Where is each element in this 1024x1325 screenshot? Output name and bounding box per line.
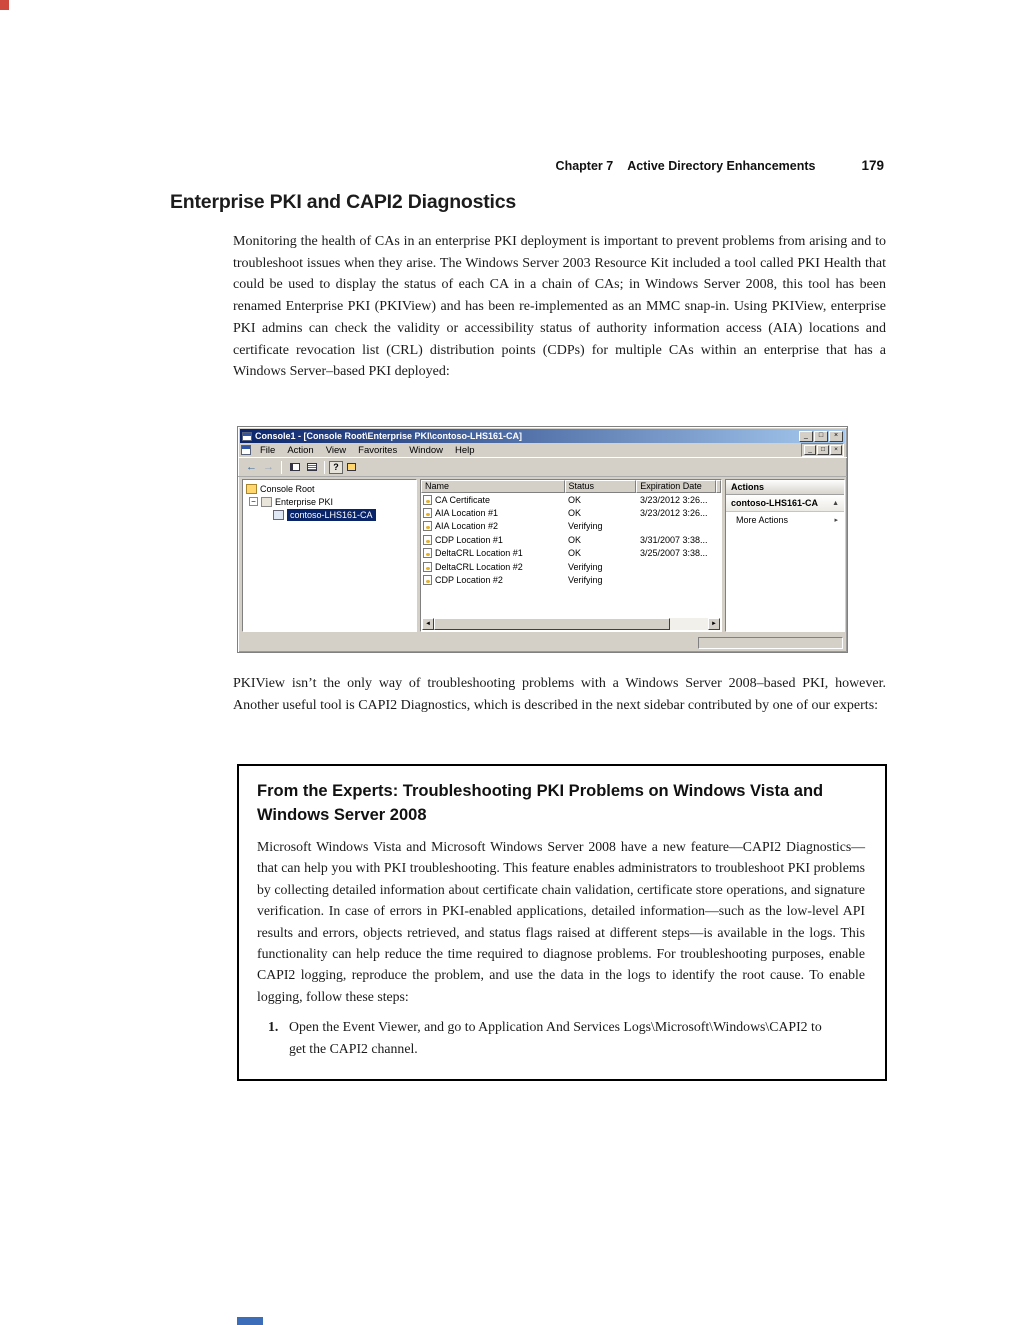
table-row[interactable] (421, 547, 721, 560)
more-actions-item[interactable] (726, 512, 844, 527)
window-controls (798, 431, 843, 442)
menu-file[interactable]: File (260, 444, 276, 456)
scroll-right-icon[interactable]: ► (708, 618, 720, 630)
table-row[interactable] (421, 520, 721, 533)
cell-name: AIA Location #2 (435, 521, 499, 532)
step-text: Open the Event Viewer, and go to Application And Services Logs\Microsoft\Windows\CAPI2 to get the CAPI2 channel. (289, 1019, 822, 1056)
close-button[interactable]: × (829, 431, 843, 442)
console-window-icon (242, 432, 252, 441)
cell-name: AIA Location #1 (435, 508, 499, 519)
tree-label-console-root: Console Root (260, 483, 315, 494)
cell-status: Verifying (568, 575, 603, 586)
certificate-icon (423, 548, 432, 558)
table-row[interactable] (421, 560, 721, 573)
more-actions-label: More Actions (736, 514, 789, 525)
cell-expiration: 3/23/2012 3:26... (640, 508, 708, 519)
cell-name: CA Certificate (435, 494, 491, 505)
section-title: Enterprise PKI and CAPI2 Diagnostics (170, 191, 517, 213)
column-header-partial[interactable] (716, 480, 721, 493)
menu-action[interactable]: Action (287, 444, 314, 456)
cell-name: DeltaCRL Location #2 (435, 561, 523, 572)
column-header-status[interactable]: Status (565, 480, 637, 493)
cell-status: OK (568, 534, 582, 545)
results-list-pane (420, 479, 722, 632)
cell-status: OK (568, 548, 582, 559)
show-console-tree-icon[interactable] (286, 460, 303, 475)
column-header-expiration[interactable]: Expiration Date (636, 480, 716, 493)
horizontal-scrollbar[interactable] (422, 618, 720, 630)
cell-expiration: 3/25/2007 3:38... (640, 548, 708, 559)
expert-sidebar (237, 764, 887, 1081)
cell-expiration: 3/31/2007 3:38... (640, 534, 708, 545)
more-actions-arrow-icon: ▸ (834, 516, 838, 524)
toolbar (238, 458, 847, 477)
tree-item-contoso-ca[interactable] (243, 508, 416, 521)
console-tree-pane (242, 479, 417, 632)
tree-item-enterprise-pki[interactable] (243, 495, 416, 508)
certificate-icon (423, 562, 432, 572)
scrollbar-thumb[interactable] (434, 618, 670, 630)
menu-favorites[interactable]: Favorites (358, 444, 398, 456)
certificate-icon (423, 535, 432, 545)
paragraph-followup: PKIView isn’t the only way of troubleshooting problems with a Windows Server 2008–based PKI, however. Another useful tool is CAPI2 Diagnostics, which is described in the next sidebar contributed by one of our experts: (233, 676, 886, 713)
tree-label-contoso-ca-selected: contoso-LHS161-CA (287, 509, 376, 521)
scan-artifact-bottom-left (237, 1317, 263, 1325)
mmc-console-window (237, 426, 848, 653)
cell-status: OK (568, 494, 582, 505)
cell-name: DeltaCRL Location #1 (435, 548, 523, 559)
menu-bar (238, 443, 847, 458)
sidebar-step-1 (257, 1016, 865, 1059)
back-icon[interactable]: ← (246, 461, 257, 473)
toolbar-separator (281, 461, 282, 474)
status-bar (239, 635, 846, 651)
collapse-chevron-icon[interactable]: ▲ (832, 499, 839, 507)
properties-glyph (347, 463, 356, 471)
tree-item-console-root[interactable] (243, 482, 416, 495)
actions-pane (725, 479, 845, 632)
help-icon[interactable]: ? (329, 461, 343, 474)
scan-artifact-top-left (0, 0, 9, 10)
collapse-expander-icon[interactable]: − (249, 497, 258, 506)
running-head (0, 158, 884, 173)
table-row[interactable] (421, 493, 721, 506)
status-cell (698, 637, 843, 649)
cell-status: OK (568, 508, 582, 519)
window-title: Console1 - [Console Root\Enterprise PKI\contoso-LHS161-CA] (255, 431, 523, 441)
table-row[interactable] (421, 506, 721, 519)
enterprise-pki-icon (261, 497, 272, 507)
child-close-button[interactable]: × (830, 445, 842, 455)
sidebar-title: From the Experts: Troubleshooting PKI Problems on Windows Vista and Windows Server 2008 (257, 782, 824, 824)
menu-view[interactable]: View (325, 444, 347, 456)
child-restore-button[interactable]: □ (817, 445, 829, 455)
console-document-icon (241, 445, 251, 455)
actions-group-label: contoso-LHS161-CA (731, 498, 819, 508)
folder-icon (246, 484, 257, 494)
chapter-title: Active Directory Enhancements (627, 159, 816, 173)
toolbar-separator (324, 461, 325, 474)
menu-help[interactable]: Help (455, 444, 475, 456)
panes-icon (290, 463, 300, 471)
console-content (238, 477, 847, 635)
list-icon (307, 463, 317, 471)
certificate-icon (423, 495, 432, 505)
certificate-icon (423, 521, 432, 531)
sidebar-body: Microsoft Windows Vista and Microsoft Windows Server 2008 have a new feature—CAPI2 Diagnostics—that can help you with PKI troubleshooting. This feature enables administrators to troubleshoot PKI problems by collecting detailed information about certificate chain validation, certificate store operations, and signature verification. In case of errors in PKI-enabled applications, detailed information—such as the low-level API results and errors, objects retrieved, and status flags raised at different steps—is available in the logs. This functionality can help reduce the time required to diagnose problems. For troubleshooting purposes, enable CAPI2 logging, reproduce the problem, and use the data in the logs to identify the root cause. To enable logging, follow these steps: (257, 839, 865, 1004)
child-window-controls (801, 443, 844, 457)
export-list-icon[interactable] (303, 460, 320, 475)
actions-pane-header: Actions (726, 480, 844, 495)
minimize-button[interactable]: _ (799, 431, 813, 442)
scroll-left-icon[interactable]: ◄ (422, 618, 434, 630)
properties-icon[interactable] (343, 460, 360, 475)
ca-icon (273, 510, 284, 520)
cell-expiration: 3/23/2012 3:26... (640, 494, 708, 505)
cell-status: Verifying (568, 561, 603, 572)
certificate-icon (423, 575, 432, 585)
table-row[interactable] (421, 573, 721, 586)
cell-name: CDP Location #2 (435, 575, 503, 586)
certificate-icon (423, 508, 432, 518)
chapter-label: Chapter 7 (555, 159, 614, 173)
window-titlebar[interactable] (240, 429, 845, 443)
paragraph-intro: Monitoring the health of CAs in an enterprise PKI deployment is important to prevent problems from arising and to troubleshoot issues when they arise. The Windows Server 2003 Resource Kit included a tool called PKI Health that could be used to display the status of each CA in a chain of CAs; in Windows Server 2008, this tool has been renamed Enterprise PKI (PKIView) and has been re-implemented as an MMC snap-in. Using PKIView, enterprise PKI admins can check the validity or accessibility status of authority information access (AIA) locations and certificate revocation list (CRL) distribution points (CDPs) for multiple CAs within an enterprise that has a Windows Server–based PKI deployed: (233, 234, 886, 380)
forward-icon[interactable]: → (263, 461, 274, 473)
page-number: 179 (861, 158, 884, 173)
column-header-name[interactable]: Name (421, 480, 565, 493)
cell-status: Verifying (568, 521, 603, 532)
scrollbar-track[interactable] (434, 618, 708, 630)
tree-label-enterprise-pki: Enterprise PKI (275, 496, 334, 507)
cell-name: CDP Location #1 (435, 534, 503, 545)
restore-button[interactable]: □ (814, 431, 828, 442)
child-minimize-button[interactable]: _ (804, 445, 816, 455)
table-row[interactable] (421, 533, 721, 546)
step-number: 1. (268, 1019, 279, 1035)
list-column-headers (421, 480, 721, 493)
actions-group-header[interactable] (726, 495, 844, 512)
menu-window[interactable]: Window (409, 444, 444, 456)
